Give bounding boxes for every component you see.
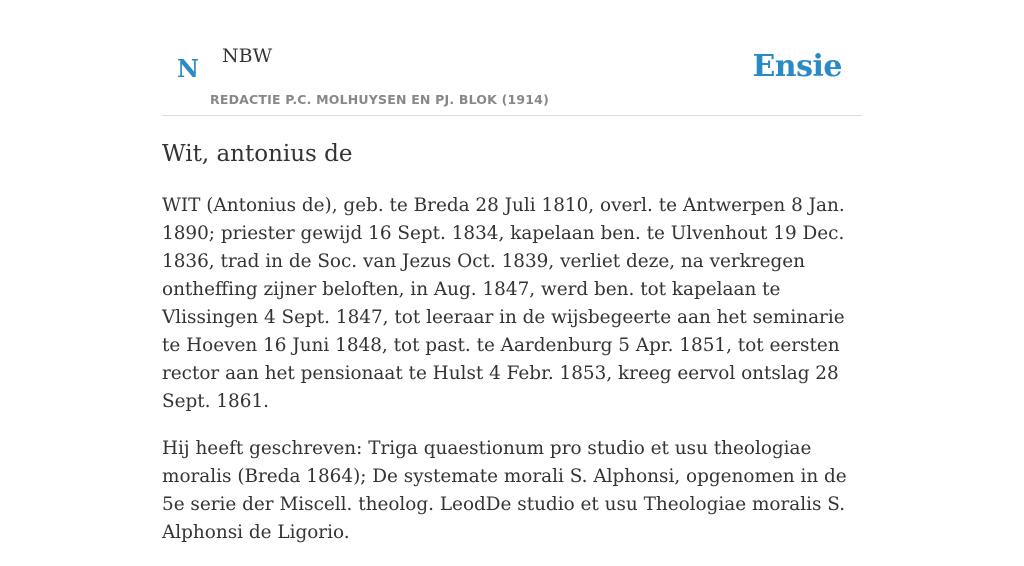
brand-logo-link[interactable]: Ensie [752, 49, 842, 84]
article-paragraph: Hij heeft geschreven: Triga quaestionum pro studio et usu theologiae moralis (Breda 1864); De systemate morali S. Alphonsi, opgenomen in de 5e serie der Miscell. theolog. LeodDe studio et usu Theologiae moralis S. Alphonsi de Ligorio. [162, 438, 847, 543]
source-editors: REDACTIE P.C. MOLHUYSEN EN PJ. BLOK (1914) [210, 92, 549, 107]
article-card [162, 0, 862, 543]
article-title: Wit, antonius de [162, 141, 353, 167]
source-name-link[interactable]: NBW [222, 45, 273, 67]
source-logo-icon[interactable]: N [177, 54, 199, 83]
source-header [162, 0, 862, 116]
article-paragraph: WIT (Antonius de), geb. te Breda 28 Juli 1810, overl. te Antwerpen 8 Jan. 1890; priester gewijd 16 Sept. 1834, kapelaan ben. te Ulvenhout 19 Dec. 1836, trad in de Soc. van Jezus Oct. 1839, verliet deze, na verkregen ontheffing zijner beloften, in Aug. 1847, werd ben. tot kapelaan te Vlissingen 4 Sept. 1847, tot leeraar in de wijsbegeerte aan het seminarie te Hoeven 16 Juni 1848, tot past. te Aardenburg 5 Apr. 1851, tot eersten rector aan het pensionaat te Hulst 4 Febr. 1853, kreeg eervol ontslag 28 Sept. 1861. [162, 195, 845, 412]
article-body [162, 192, 862, 566]
